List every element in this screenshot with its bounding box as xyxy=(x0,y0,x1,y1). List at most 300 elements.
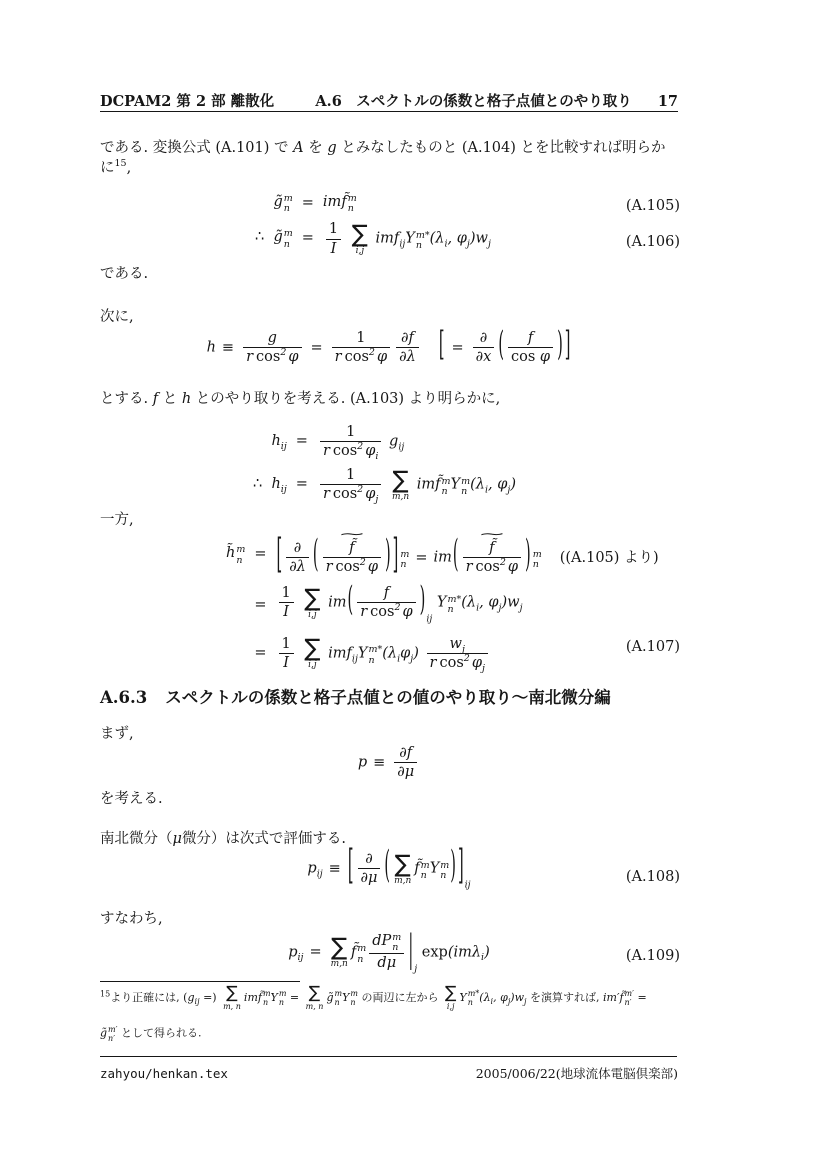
math-token: I xyxy=(326,239,341,258)
math-token: j xyxy=(507,997,511,1007)
math-token xyxy=(368,645,382,666)
math-token: φ xyxy=(535,349,551,366)
math-token: I xyxy=(279,602,294,621)
math-token xyxy=(320,441,381,463)
math-token: r xyxy=(322,486,330,503)
paragraph-tosuru xyxy=(100,390,678,410)
section-number: A.6.3 xyxy=(100,688,148,707)
math-token: φ xyxy=(365,443,376,460)
math-token: n xyxy=(350,997,356,1007)
math-token: , φ xyxy=(479,594,499,611)
math-token: = xyxy=(301,194,314,211)
math-token: ∴ xyxy=(253,476,263,493)
math-token xyxy=(306,985,324,1011)
math-token: r xyxy=(334,349,342,366)
math-token xyxy=(223,985,241,1011)
math-token: ij xyxy=(426,613,433,625)
footnote-line1 xyxy=(100,985,678,1011)
math-token: i xyxy=(484,484,489,496)
math-token: n xyxy=(532,558,539,570)
math-token xyxy=(508,347,553,366)
math-token xyxy=(391,465,410,502)
math-token xyxy=(226,544,245,565)
math-token: ∑ xyxy=(304,583,321,612)
math-token: ∂f xyxy=(399,745,413,761)
math-token: μ xyxy=(172,831,182,847)
math-token: ∂ xyxy=(293,540,302,556)
math-token: [ xyxy=(438,327,445,365)
math-token: j xyxy=(461,643,465,655)
math-token: g xyxy=(187,990,195,1004)
math-token: ij xyxy=(280,440,287,452)
math-token: m xyxy=(392,931,402,943)
math-token: φ xyxy=(400,645,411,662)
math-token: cos xyxy=(335,559,360,576)
math-token: m xyxy=(262,989,271,999)
math-token: ∂f xyxy=(401,330,414,346)
math-token: exp xyxy=(421,944,448,961)
section-title: スペクトルの係数と格子点値との値のやり取り〜南北微分編 xyxy=(165,688,611,707)
math-token: ∑ xyxy=(226,983,238,1003)
math-token xyxy=(243,347,301,366)
math-token: (λ xyxy=(382,645,398,662)
math-token: 2 xyxy=(463,652,470,664)
math-token: j xyxy=(507,484,511,496)
math-token xyxy=(276,584,523,626)
math-token xyxy=(348,194,357,215)
math-token: h xyxy=(181,391,192,407)
math-token: j xyxy=(524,997,527,1007)
math-token: ( xyxy=(384,846,391,888)
math-token: ij xyxy=(194,997,200,1007)
math-token: g̃ xyxy=(273,229,283,246)
math-token: m xyxy=(461,475,471,487)
math-token: m xyxy=(334,989,343,999)
math-token xyxy=(279,584,294,621)
math-token xyxy=(440,861,449,882)
math-token: n xyxy=(440,869,447,881)
math-token: g xyxy=(327,140,337,156)
footer-date-credit: 2005/006/22(地球流体電脳倶楽部) xyxy=(475,1066,678,1081)
math-token: ) xyxy=(413,645,419,662)
math-token: [ xyxy=(276,533,283,578)
math-token: ] xyxy=(564,327,571,365)
paragraph-tsugini: 次に, xyxy=(100,309,134,325)
math-token xyxy=(392,933,401,954)
math-token: m* xyxy=(447,593,462,605)
math-token xyxy=(320,527,384,576)
math-token: i xyxy=(397,653,401,665)
math-token: ij xyxy=(351,653,358,665)
math-token: n xyxy=(447,604,454,616)
math-token: m xyxy=(440,859,450,871)
math-token: n′ xyxy=(108,1033,116,1043)
math-token: と xyxy=(158,391,182,407)
math-token xyxy=(304,583,321,620)
math-token: ) xyxy=(484,944,490,961)
math-token: j xyxy=(466,238,470,250)
math-token: = xyxy=(415,549,428,566)
math-token: n xyxy=(357,953,364,965)
math-token xyxy=(427,635,488,653)
math-token: m xyxy=(420,859,430,871)
math-token xyxy=(396,329,419,366)
section-heading xyxy=(100,687,611,709)
math-token xyxy=(253,475,287,495)
math-token xyxy=(625,990,634,1007)
paragraph-kangaeru: を考える. xyxy=(100,791,163,807)
math-token: j xyxy=(498,602,502,614)
math-token: を xyxy=(303,140,328,156)
math-token: ∑ xyxy=(331,933,348,962)
math-token: i xyxy=(444,238,448,250)
math-token: 1 xyxy=(346,467,356,484)
math-token: I xyxy=(279,653,294,672)
math-token: ] xyxy=(457,844,464,889)
math-token: (imλ xyxy=(447,944,482,961)
math-token: h xyxy=(271,432,281,449)
math-token: 微分）は次式で評価する. xyxy=(181,831,347,847)
equation-a107 xyxy=(226,527,659,674)
math-token: = xyxy=(295,432,308,449)
math-token: ∂x xyxy=(473,347,495,366)
math-token xyxy=(335,990,343,1007)
math-token: h xyxy=(271,476,281,493)
math-token: r xyxy=(360,604,368,621)
math-token xyxy=(461,477,470,498)
math-token xyxy=(320,466,381,506)
math-token: とのやり取りを考える. (A.103) より明らかに, xyxy=(191,391,501,407)
math-token xyxy=(273,193,292,214)
math-token: g xyxy=(389,433,399,450)
math-token: n xyxy=(236,554,243,566)
math-token xyxy=(317,423,405,463)
math-token: ∴ xyxy=(255,229,265,246)
math-token xyxy=(427,635,488,672)
math-token: i,j xyxy=(308,660,317,671)
math-token xyxy=(331,935,348,969)
math-token xyxy=(442,477,451,498)
math-token: f̃ xyxy=(349,540,355,556)
math-token xyxy=(286,539,309,576)
equation-tag-a105: (A.105) xyxy=(625,198,680,214)
math-token: ) xyxy=(557,327,563,365)
page-header xyxy=(100,92,678,112)
math-token: ] xyxy=(392,533,399,578)
paragraph-ippou: 一方, xyxy=(100,512,134,528)
math-token xyxy=(317,465,517,506)
equation-tag-a108: (A.108) xyxy=(625,869,680,885)
equation-a108 xyxy=(100,844,678,892)
math-token: = xyxy=(451,339,464,356)
math-token: 15 xyxy=(100,989,111,999)
math-token: ij xyxy=(399,238,406,250)
footer-file-path: zahyou/henkan.tex xyxy=(100,1066,228,1081)
math-token: = xyxy=(254,644,267,661)
math-token: f xyxy=(152,391,159,407)
math-token: cos xyxy=(332,486,358,503)
math-token: f xyxy=(527,330,534,346)
math-token: dμ xyxy=(369,953,404,972)
math-token: g̃ xyxy=(326,990,334,1004)
math-token: ≡ xyxy=(221,339,235,356)
math-token: Y xyxy=(459,990,467,1004)
math-token: im xyxy=(328,594,347,611)
math-token: n xyxy=(347,203,354,215)
math-token: ( xyxy=(347,582,354,620)
math-token: φ xyxy=(367,559,378,576)
math-token xyxy=(320,423,381,463)
math-token: より正確には, ( xyxy=(110,990,188,1004)
math-token: 1 xyxy=(346,424,356,440)
math-token: Y xyxy=(436,594,447,611)
math-token: | xyxy=(408,929,414,971)
math-token: n xyxy=(420,869,427,881)
math-token: = xyxy=(254,546,267,563)
math-token xyxy=(447,595,461,616)
paragraph-mazu: まず, xyxy=(100,726,134,742)
math-token xyxy=(460,527,524,576)
math-token xyxy=(276,635,491,672)
math-token: として得られる. xyxy=(117,1026,202,1040)
math-token: 1 xyxy=(328,221,339,238)
math-token: ∂μ xyxy=(394,762,417,781)
math-token: m* xyxy=(368,644,383,656)
math-token xyxy=(352,222,368,256)
math-token: m′ xyxy=(108,1025,118,1034)
math-token: A xyxy=(293,140,304,156)
math-token: n xyxy=(262,997,269,1007)
math-token: 2 xyxy=(368,347,375,359)
math-token: 1 xyxy=(281,585,291,602)
math-token xyxy=(236,545,245,566)
math-token: φ xyxy=(365,486,376,503)
math-token xyxy=(332,347,390,366)
math-token: ∑ xyxy=(392,465,409,494)
footnote-line2 xyxy=(100,1026,678,1043)
math-token: imf xyxy=(328,645,352,662)
math-token: n xyxy=(283,238,290,250)
math-token xyxy=(279,990,287,1007)
math-token: 1 xyxy=(281,635,291,652)
math-token xyxy=(357,944,366,965)
math-token xyxy=(473,329,495,366)
math-token: ∂λ xyxy=(396,347,419,366)
math-token xyxy=(358,850,381,887)
equation-p-def xyxy=(100,744,678,781)
math-token: n xyxy=(283,203,290,215)
math-token: 2 xyxy=(357,484,364,496)
math-token: g̃ xyxy=(100,1026,108,1040)
math-token: i,j xyxy=(308,609,317,620)
math-token: f̃ xyxy=(414,860,420,877)
math-token xyxy=(357,602,415,621)
equation-hij xyxy=(253,423,516,504)
math-token: ∂ xyxy=(365,851,373,867)
math-token xyxy=(326,220,341,257)
math-token: n xyxy=(278,997,284,1007)
math-token: im′f̃ xyxy=(603,990,624,1004)
math-token: n xyxy=(415,240,422,252)
math-token xyxy=(400,550,409,571)
page-number: 17 xyxy=(657,93,678,110)
math-token: m xyxy=(357,943,367,955)
math-token xyxy=(323,539,381,576)
math-token xyxy=(421,861,430,882)
math-token: cos xyxy=(332,443,358,460)
math-token xyxy=(304,636,320,670)
math-token: i,j xyxy=(355,246,365,257)
math-token xyxy=(533,550,542,571)
math-token: ∼ xyxy=(477,527,506,541)
math-token: p xyxy=(288,944,298,961)
math-token: ij xyxy=(316,868,323,880)
math-token xyxy=(320,484,381,506)
math-token: )w xyxy=(501,594,520,611)
math-token: m xyxy=(441,475,451,487)
math-token: n xyxy=(368,654,375,666)
math-token: = xyxy=(289,990,300,1004)
math-token: cos xyxy=(370,604,395,621)
header-rule xyxy=(100,111,678,112)
math-token: , φ xyxy=(493,990,508,1004)
math-token: ≡ xyxy=(373,754,386,771)
equation-note: ((A.105) より) xyxy=(559,549,659,566)
math-token: j xyxy=(414,963,418,975)
math-token: m, n xyxy=(223,1001,241,1011)
math-token: i xyxy=(375,451,379,463)
math-token: i xyxy=(481,952,485,964)
math-token xyxy=(323,193,357,214)
math-token: im xyxy=(322,194,342,210)
math-token: ∑ xyxy=(394,849,411,878)
math-token: 2 xyxy=(394,602,401,614)
math-token xyxy=(416,231,430,252)
math-token xyxy=(243,329,301,366)
math-token xyxy=(271,432,286,452)
footer-rule xyxy=(100,1056,677,1057)
math-token: [ xyxy=(347,844,354,889)
math-token: φ xyxy=(402,604,413,621)
math-token: ≡ xyxy=(328,860,341,877)
math-token: とみなしたものと (A.104) とを比較すれば明らかに xyxy=(100,140,666,176)
math-token: imf̃ xyxy=(416,476,441,493)
math-token: j xyxy=(410,653,414,665)
math-token xyxy=(323,557,381,576)
page-footer xyxy=(100,1066,678,1083)
math-token: = xyxy=(637,990,647,1004)
math-token xyxy=(332,329,390,366)
math-token: n xyxy=(392,942,399,954)
math-token xyxy=(463,539,521,576)
math-token: ij xyxy=(398,441,405,453)
math-token: , xyxy=(126,159,132,176)
math-token: cos xyxy=(475,559,500,576)
math-token: m xyxy=(350,989,358,999)
math-token: r xyxy=(429,654,437,671)
math-token: ∂ xyxy=(479,330,488,346)
math-token: cos xyxy=(344,349,369,366)
header-section-title: A.6 スペクトルの係数と格子点値とのやり取り xyxy=(315,93,632,110)
math-token: f xyxy=(383,585,390,602)
math-token: w xyxy=(449,635,462,652)
math-token: Y xyxy=(405,231,415,248)
math-token xyxy=(284,194,293,215)
math-token: n xyxy=(441,486,448,498)
header-left-title: DCPAM2 第 2 部 離散化 xyxy=(100,93,275,110)
math-token: ∼ xyxy=(337,527,366,541)
math-token: r xyxy=(325,559,333,576)
math-token: ( xyxy=(452,535,459,577)
math-token: = xyxy=(295,476,308,493)
math-token: (λ xyxy=(470,476,485,493)
math-token: p xyxy=(307,860,317,877)
math-token xyxy=(445,985,456,1011)
math-token: ∑ xyxy=(304,634,321,663)
math-token xyxy=(369,932,404,973)
math-token: ) xyxy=(510,476,517,493)
math-token: ij xyxy=(297,952,304,964)
math-token xyxy=(255,228,293,249)
math-token xyxy=(284,229,293,250)
math-token: imf xyxy=(375,231,400,248)
math-token xyxy=(279,635,294,672)
equation-a109 xyxy=(100,929,678,976)
math-token: m xyxy=(283,192,293,204)
math-token: j xyxy=(487,238,491,250)
math-token: cos xyxy=(511,349,536,366)
math-token: g xyxy=(267,330,277,346)
paragraph-dearu: である. xyxy=(100,266,149,282)
math-token: = xyxy=(309,944,322,961)
math-token xyxy=(369,932,404,953)
math-token: i xyxy=(476,602,480,614)
math-token: =) xyxy=(199,990,221,1004)
math-token: Y xyxy=(357,645,368,662)
math-token: m xyxy=(283,228,293,240)
math-token: , φ xyxy=(447,231,467,248)
math-token: imf̃ xyxy=(243,990,262,1004)
math-token: とする. xyxy=(100,391,153,407)
math-token: ∑ xyxy=(444,983,457,1003)
math-token: f̃ xyxy=(350,944,357,961)
math-token: (λ xyxy=(461,594,477,611)
math-token: m xyxy=(400,548,410,560)
math-token: , φ xyxy=(488,476,508,493)
math-token: ∑ xyxy=(308,983,321,1003)
math-token: ∑ xyxy=(351,220,368,248)
math-token: 南北微分（ xyxy=(100,831,173,847)
math-token: を演算すれば, xyxy=(526,990,603,1004)
math-token: ∂λ xyxy=(286,557,309,576)
math-token: (λ xyxy=(479,990,491,1004)
equation-tag-a106: (A.106) xyxy=(625,234,680,250)
math-token: r xyxy=(465,559,473,576)
math-token: Y xyxy=(429,860,440,877)
math-token: m xyxy=(236,544,246,556)
math-token: h̃ xyxy=(226,545,236,562)
math-token xyxy=(508,329,553,366)
math-token: Y xyxy=(342,990,350,1004)
math-token: dP xyxy=(372,933,392,949)
math-token: m xyxy=(278,989,287,999)
math-token: = xyxy=(254,596,267,613)
math-token: ( xyxy=(498,327,504,365)
math-token: g̃ xyxy=(273,194,283,210)
math-token xyxy=(263,990,271,1007)
math-token xyxy=(394,744,417,781)
equation-tag-a107: (A.107) xyxy=(625,639,680,655)
